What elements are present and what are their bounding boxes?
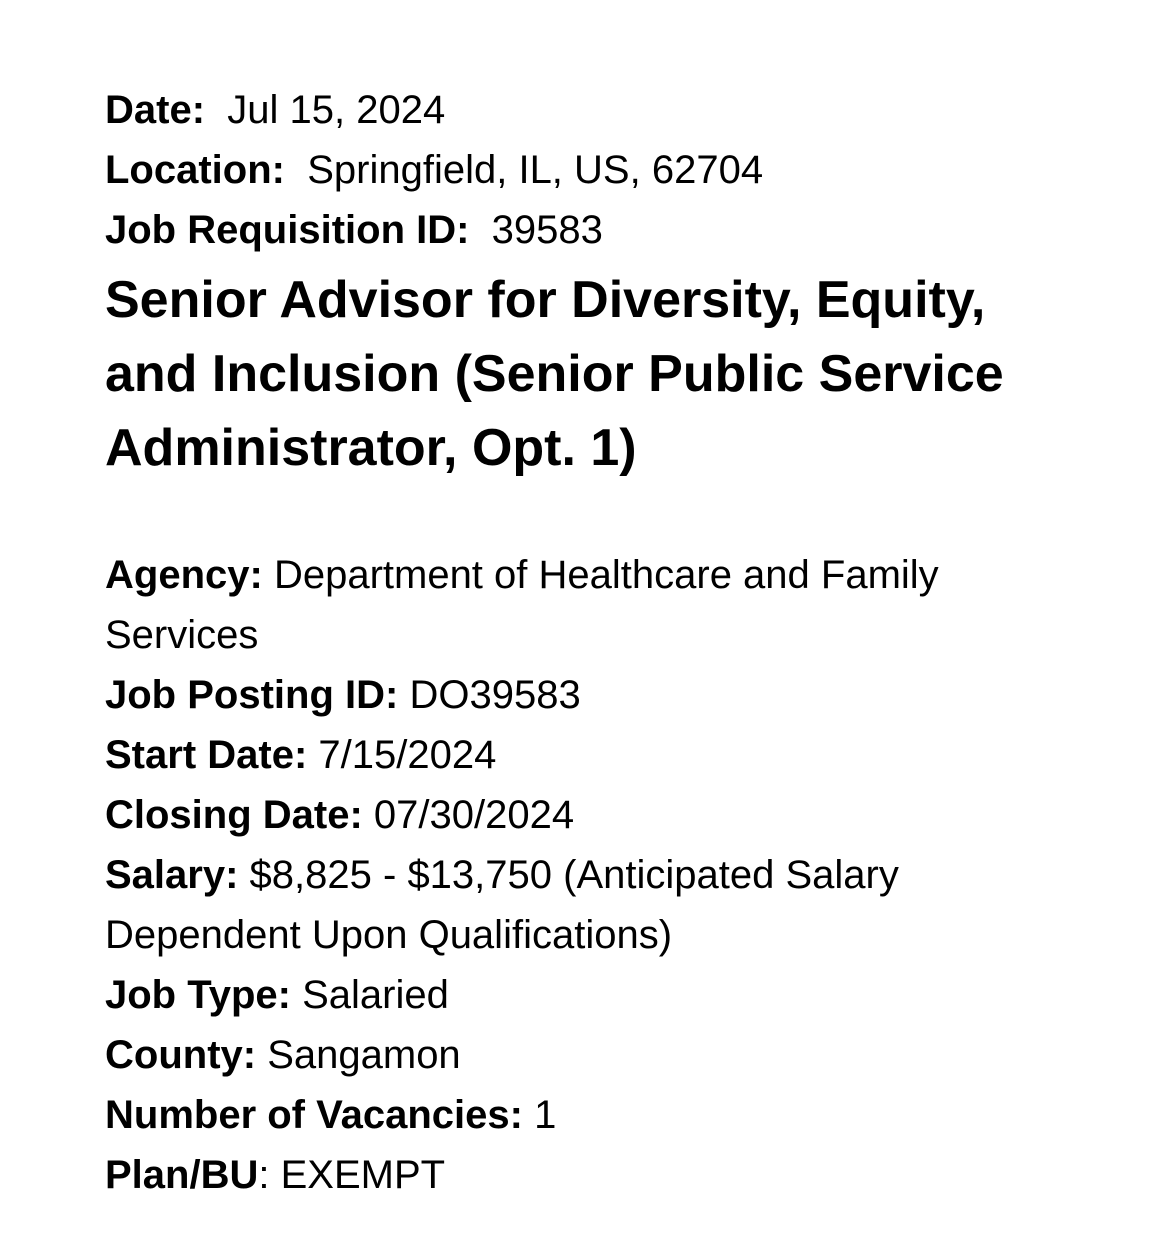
job-details: [105, 545, 1055, 1205]
salary-row: [105, 845, 1055, 965]
posting-id-label: Job Posting ID:: [105, 673, 399, 717]
date-value: Jul 15, 2024: [227, 88, 446, 132]
location-value: Springfield, IL, US, 62704: [307, 148, 764, 192]
plan-bu-value: : EXEMPT: [258, 1153, 446, 1197]
agency-row: [105, 545, 1055, 665]
job-type-value: Salaried: [302, 973, 449, 1017]
posting-id-row: [105, 665, 1055, 725]
vacancies-row: [105, 1085, 1055, 1145]
start-date-label: Start Date:: [105, 733, 308, 777]
start-date-value: 7/15/2024: [318, 733, 497, 777]
job-type-label: Job Type:: [105, 973, 291, 1017]
start-date-row: [105, 725, 1055, 785]
vacancies-label: Number of Vacancies:: [105, 1093, 523, 1137]
requisition-value: 39583: [491, 208, 603, 252]
county-value: Sangamon: [267, 1033, 461, 1077]
agency-value: Department of Healthcare and Family Services: [105, 553, 939, 657]
job-type-row: [105, 965, 1055, 1025]
county-label: County:: [105, 1033, 257, 1077]
closing-date-value: 07/30/2024: [373, 793, 575, 837]
requisition-row: [105, 200, 1170, 260]
salary-label: Salary:: [105, 853, 239, 897]
posting-id-value: DO39583: [409, 673, 581, 717]
plan-bu-label: Plan/BU: [105, 1153, 259, 1197]
vacancies-value: 1: [534, 1093, 557, 1137]
date-row: [105, 80, 1170, 140]
date-label: Date:: [105, 88, 206, 132]
job-title: Senior Advisor for Diversity, Equity, and Inclusion (Senior Public Service Administrator, Opt. 1): [105, 271, 1004, 477]
location-row: [105, 140, 1170, 200]
closing-date-row: [105, 785, 1055, 845]
requisition-label: Job Requisition ID:: [105, 208, 470, 252]
salary-value: $8,825 - $13,750 (Anticipated Salary Dependent Upon Qualifications): [105, 853, 899, 957]
location-label: Location:: [105, 148, 285, 192]
closing-date-label: Closing Date:: [105, 793, 363, 837]
agency-label: Agency:: [105, 553, 263, 597]
plan-bu-row: [105, 1145, 1055, 1205]
county-row: [105, 1025, 1055, 1085]
